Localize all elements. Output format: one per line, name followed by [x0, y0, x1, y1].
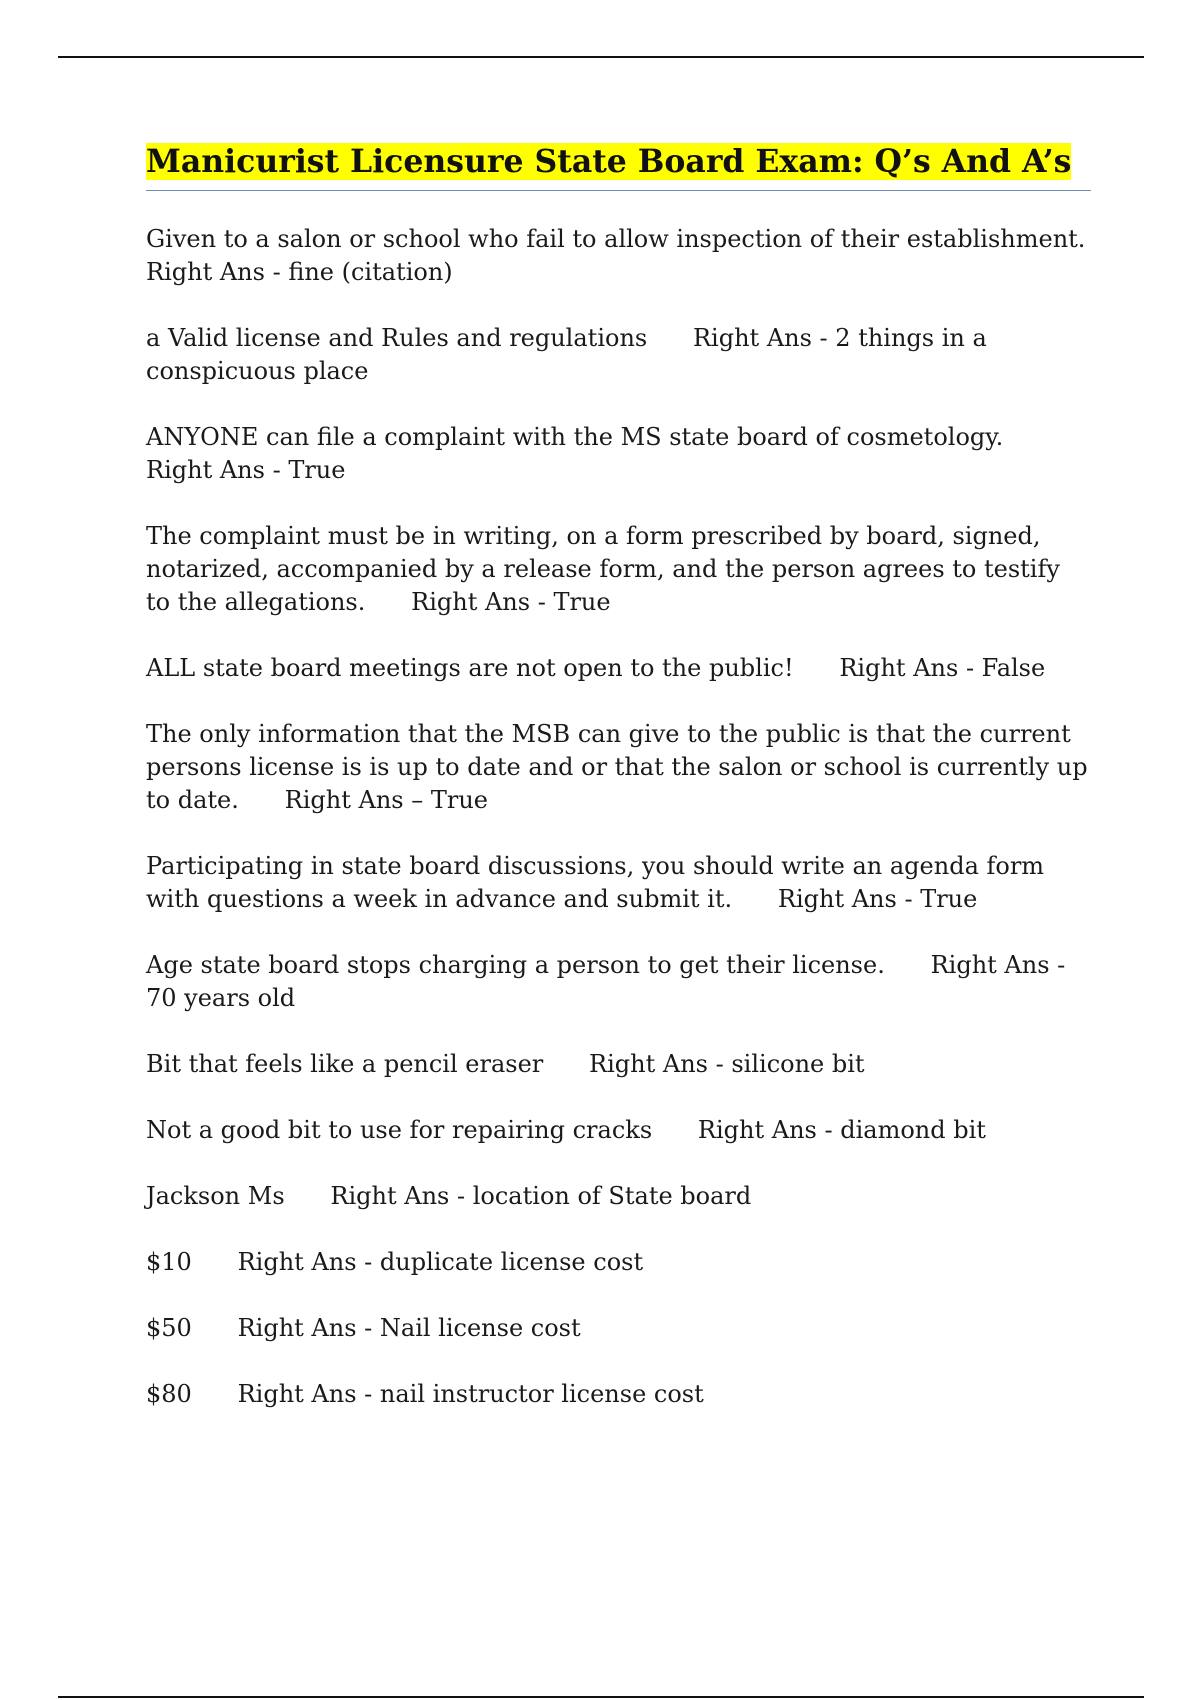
qa-item: Age state board stops charging a person to get their license. Right Ans - 70 years old — [146, 951, 1073, 1012]
title-block — [146, 142, 1091, 191]
qa-item: Not a good bit to use for repairing cracks Right Ans - diamond bit — [146, 1116, 986, 1144]
qa-item: ALL state board meetings are not open to the public! Right Ans - False — [146, 654, 1046, 682]
qa-item: $80 Right Ans - nail instructor license cost — [146, 1380, 704, 1408]
qa-item: The complaint must be in writing, on a form prescribed by board, signed, notarized, accompanied by a release form, and the person agrees to testify to the allegations. Right Ans - True — [146, 522, 1068, 616]
qa-item: Jackson Ms Right Ans - location of State board — [146, 1182, 752, 1210]
qa-item: $50 Right Ans - Nail license cost — [146, 1314, 581, 1342]
qa-item: Bit that feels like a pencil eraser Right Ans - silicone bit — [146, 1050, 865, 1078]
qa-item: ANYONE can file a complaint with the MS state board of cosmetology. Right Ans - True — [146, 423, 1050, 484]
document-title: Manicurist Licensure State Board Exam: Q’s And A’s — [146, 143, 1072, 180]
top-rule — [58, 56, 1144, 58]
qa-item: The only information that the MSB can give to the public is that the current persons license is is up to date and or that the salon or school is currently up to date. Right Ans – True — [146, 720, 1096, 814]
qa-item: Given to a salon or school who fail to allow inspection of their establishment. Right Ans - fine (citation) — [146, 225, 1094, 286]
document-body — [146, 142, 1096, 1444]
qa-item: Participating in state board discussions, you should write an agenda form with questions a week in advance and submit it. Right Ans - True — [146, 852, 1052, 913]
qa-item: $10 Right Ans - duplicate license cost — [146, 1248, 644, 1276]
qa-item: a Valid license and Rules and regulations Right Ans - 2 things in a conspicuous place — [146, 324, 995, 385]
bottom-rule — [58, 1696, 1144, 1698]
